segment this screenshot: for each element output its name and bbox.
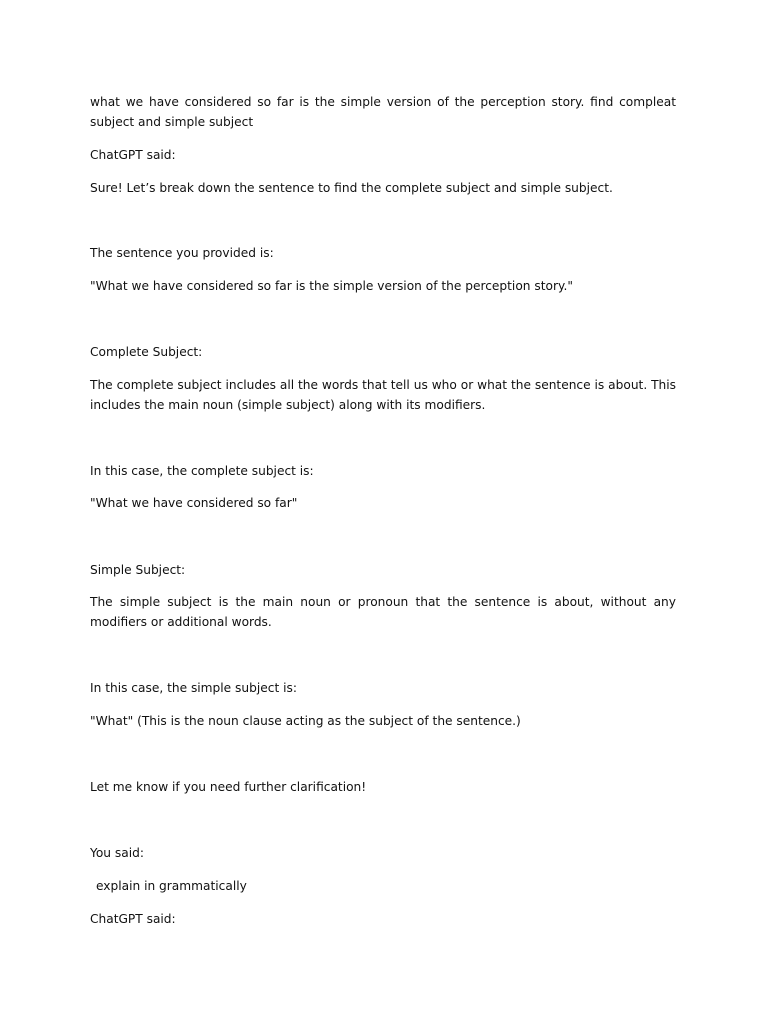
simple-subject-heading: Simple Subject: [90,563,186,577]
simple-subject-answer: "What" (This is the noun clause acting as the subject of the sentence.) [90,714,521,728]
user-label: You said: [90,846,144,860]
assistant-label-2: ChatGPT said: [90,912,176,926]
user-followup: explain in grammatically [96,879,247,893]
complete-subject-case-label: In this case, the complete subject is: [90,464,314,478]
assistant-label: ChatGPT said: [90,148,176,162]
quoted-sentence: "What we have considered so far is the simple version of the perception story." [90,279,573,293]
sentence-label: The sentence you provided is: [90,246,274,260]
complete-subject-definition: The complete subject includes all the words that tell us who or what the sentence is about. This includes the main noun (simple subject) along with its modifiers. [90,378,676,412]
simple-subject-case-label: In this case, the simple subject is: [90,681,297,695]
simple-subject-definition: The simple subject is the main noun or pronoun that the sentence is about, without any modifiers or additional words. [90,595,676,629]
user-question: what we have considered so far is the simple version of the perception story. find compleat subject and simple subject [90,95,676,129]
complete-subject-heading: Complete Subject: [90,345,203,359]
closing-offer: Let me know if you need further clarification! [90,780,367,794]
complete-subject-answer: "What we have considered so far" [90,496,298,510]
answer-intro: Sure! Let’s break down the sentence to find the complete subject and simple subject. [90,181,613,195]
